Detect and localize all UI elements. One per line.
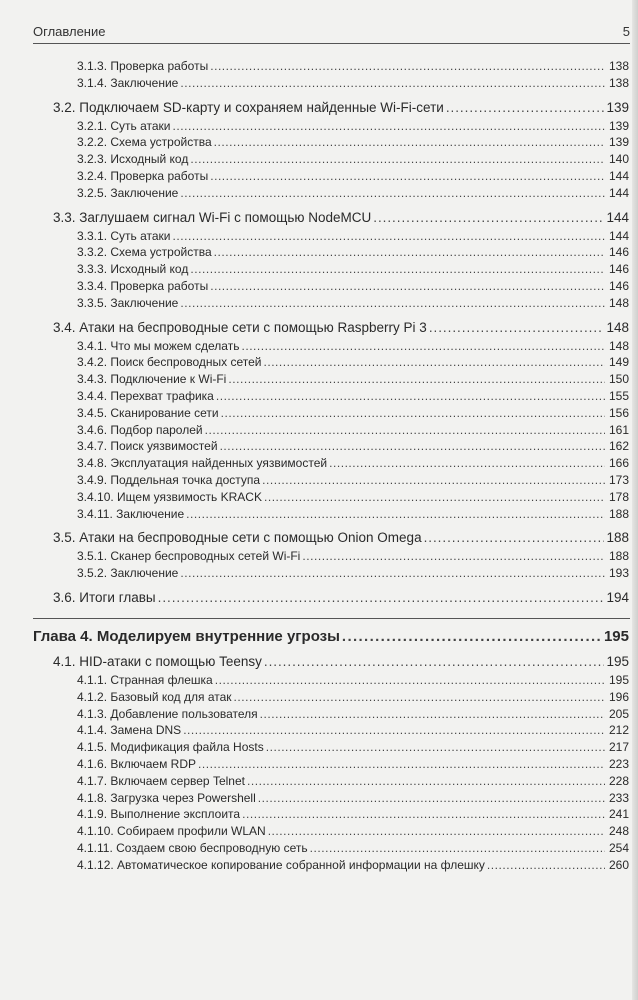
toc-entry-title: 3.5.1. Сканер беспроводных сетей Wi-Fi xyxy=(77,549,301,564)
toc-subsection xyxy=(77,565,629,582)
dot-leader xyxy=(158,588,605,608)
dot-leader xyxy=(180,75,605,92)
toc-subsection xyxy=(77,118,629,135)
toc-subsection xyxy=(77,790,629,807)
toc-entry-title: 3.1.3. Проверка работы xyxy=(77,59,209,73)
toc-subsection xyxy=(77,75,629,92)
toc-subsection xyxy=(77,773,629,790)
toc-entry-page: 254 xyxy=(608,840,629,855)
toc-entry-title: 3.4.4. Перехват трафика xyxy=(77,388,214,403)
toc-subsection xyxy=(77,405,629,422)
toc-entry-title: 3.4. Атаки на беспроводные сети с помощью Raspberry Pi 3 xyxy=(53,319,427,335)
toc-entry-page: 146 xyxy=(608,245,629,260)
dot-leader xyxy=(302,548,605,565)
toc-entry-title: 3.4.2. Поиск беспроводных сетей xyxy=(77,355,262,370)
toc-entry-title: 3.2.5. Заключение xyxy=(77,185,179,200)
dot-leader xyxy=(205,422,605,439)
toc-entry-title: 3.3.1. Суть атаки xyxy=(77,228,171,243)
toc-entry-page: 212 xyxy=(608,723,629,738)
dot-leader xyxy=(373,208,604,228)
toc-entry-page: 162 xyxy=(608,439,629,454)
toc-section xyxy=(53,652,629,672)
dot-leader xyxy=(247,773,605,790)
dot-leader xyxy=(183,722,605,739)
toc-entry-title: 4.1.1. Странная флешка xyxy=(77,672,213,687)
toc-subsection xyxy=(77,278,629,295)
toc-entry-page: 228 xyxy=(608,773,629,788)
dot-leader xyxy=(241,338,605,355)
toc-entry-title: 3.4.7. Поиск уязвимостей xyxy=(77,439,218,454)
toc-entry-title: 4.1.8. Загрузка через Powershell xyxy=(77,790,256,805)
toc-entry-page: 146 xyxy=(608,278,629,293)
toc-subsection xyxy=(77,455,629,472)
toc-entry-page: 138 xyxy=(608,59,629,73)
dot-leader xyxy=(180,185,605,202)
toc-entry-title: 3.4.5. Сканирование сети xyxy=(77,405,219,420)
toc-entry-title: 4.1.11. Создаем свою беспроводную сеть xyxy=(77,840,308,855)
dot-leader xyxy=(258,790,605,807)
toc-entry-page: 144 xyxy=(608,168,629,183)
toc-entry-page: 139 xyxy=(608,118,629,133)
toc-subsection xyxy=(77,371,629,388)
toc-subsection xyxy=(77,506,629,523)
toc-entry-title: 3.3.2. Схема устройства xyxy=(77,245,212,260)
page-edge-shadow xyxy=(632,0,638,1000)
dot-leader xyxy=(242,806,605,823)
toc-subsection xyxy=(77,689,629,706)
dot-leader xyxy=(264,489,605,506)
toc-entry-title: 3.2.1. Суть атаки xyxy=(77,118,171,133)
toc-entry-title: 3.2.3. Исходный код xyxy=(77,152,189,167)
header-divider xyxy=(33,43,630,44)
toc-subsection xyxy=(77,548,629,565)
toc-entry-page: 233 xyxy=(608,790,629,805)
toc-entry-page: 166 xyxy=(608,456,629,471)
toc-subsection xyxy=(77,806,629,823)
page-number: 5 xyxy=(622,24,630,39)
toc-entry-page: 188 xyxy=(608,506,629,521)
dot-leader xyxy=(214,134,605,151)
dot-leader xyxy=(190,151,605,168)
dot-leader xyxy=(210,278,605,295)
dot-leader xyxy=(216,388,605,405)
toc-entry-page: 148 xyxy=(606,319,629,335)
toc-entry-page: 241 xyxy=(608,807,629,822)
toc-subsection xyxy=(77,840,629,857)
dot-leader xyxy=(173,118,605,135)
toc-entry-title: 3.4.8. Эксплуатация найденных уязвимостей xyxy=(77,456,328,471)
toc-entry-title: 4.1.10. Собираем профили WLAN xyxy=(77,824,266,839)
toc-subsection xyxy=(77,338,629,355)
dot-leader xyxy=(487,857,605,874)
toc-entry-title: 3.3.3. Исходный код xyxy=(77,262,189,277)
dot-leader xyxy=(310,840,605,857)
dot-leader xyxy=(210,58,605,75)
toc-entry-page: 144 xyxy=(606,209,629,225)
dot-leader xyxy=(268,823,605,840)
dot-leader xyxy=(446,98,605,118)
toc-entry-title: 4.1.3. Добавление пользователя xyxy=(77,706,258,721)
dot-leader xyxy=(180,295,605,312)
toc-entry-title: 4.1.12. Автоматическое копирование собранной информации на флешку xyxy=(77,857,485,872)
dot-leader xyxy=(266,739,605,756)
toc-subsection xyxy=(77,295,629,312)
toc-subsection xyxy=(77,388,629,405)
toc-entry-title: 3.4.3. Подключение к Wi-Fi xyxy=(77,372,227,387)
toc-entry-title: 3.5. Атаки на беспроводные сети с помощью Onion Omega xyxy=(53,530,422,546)
dot-leader xyxy=(173,228,605,245)
toc-entry-page: 161 xyxy=(608,422,629,437)
toc-subsection xyxy=(77,706,629,723)
toc-entry-page: 195 xyxy=(606,653,629,669)
toc-entry-page: 196 xyxy=(608,689,629,704)
toc-subsection xyxy=(77,489,629,506)
toc-subsection xyxy=(77,151,629,168)
toc-entry-page: 195 xyxy=(608,672,629,687)
toc-entry-page: 188 xyxy=(608,549,629,564)
toc-subsection xyxy=(77,739,629,756)
running-head xyxy=(33,24,630,39)
toc-entry-page: 178 xyxy=(608,489,629,504)
toc-subsection xyxy=(77,58,629,75)
toc-subsection xyxy=(77,185,629,202)
toc-entry-page: 195 xyxy=(603,627,629,645)
chapter-divider xyxy=(33,618,630,619)
toc-entry-title: 3.2.4. Проверка работы xyxy=(77,168,209,183)
toc-entry-title: 4.1.4. Замена DNS xyxy=(77,723,182,738)
toc-subsection xyxy=(77,228,629,245)
toc-subsection xyxy=(77,823,629,840)
toc-subsection xyxy=(77,244,629,261)
dot-leader xyxy=(263,354,605,371)
dot-leader xyxy=(210,168,605,185)
toc-section xyxy=(53,588,629,608)
toc-entry-title: 4.1.7. Включаем сервер Telnet xyxy=(77,773,245,788)
running-head-title: Оглавление xyxy=(33,24,106,39)
dot-leader xyxy=(260,706,605,723)
toc-subsection xyxy=(77,472,629,489)
table-of-contents xyxy=(0,58,638,873)
toc-subsection xyxy=(77,168,629,185)
toc-entry-page: 144 xyxy=(608,228,629,243)
toc-entry-page: 248 xyxy=(608,824,629,839)
toc-entry-title: 4.1.6. Включаем RDP xyxy=(77,756,197,771)
toc-subsection xyxy=(77,722,629,739)
toc-entry-title: 4.1.5. Модификация файла Hosts xyxy=(77,740,264,755)
toc-entry-title: 3.3. Заглушаем сигнал Wi-Fi с помощью NodeMCU xyxy=(53,209,372,225)
toc-entry-page: 188 xyxy=(606,530,629,546)
toc-subsection xyxy=(77,422,629,439)
toc-entry-title: 3.4.6. Подбор паролей xyxy=(77,422,203,437)
dot-leader xyxy=(429,318,605,338)
toc-section xyxy=(53,528,629,548)
toc-chapter xyxy=(33,626,629,648)
toc-entry-page: 148 xyxy=(608,338,629,353)
dot-leader xyxy=(228,371,605,388)
toc-entry-title: 3.1.4. Заключение xyxy=(77,75,179,90)
toc-entry-page: 139 xyxy=(608,135,629,150)
dot-leader xyxy=(342,626,602,648)
toc-subsection xyxy=(77,857,629,874)
toc-subsection xyxy=(77,672,629,689)
toc-entry-title: 4.1. HID-атаки с помощью Teensy xyxy=(53,653,262,669)
toc-entry-page: 193 xyxy=(608,566,629,581)
dot-leader xyxy=(215,672,605,689)
toc-entry-page: 144 xyxy=(608,185,629,200)
toc-entry-page: 194 xyxy=(606,589,629,605)
toc-entry-page: 173 xyxy=(608,472,629,487)
dot-leader xyxy=(264,652,605,672)
toc-entry-page: 149 xyxy=(608,355,629,370)
toc-entry-title: 3.6. Итоги главы xyxy=(53,589,156,605)
toc-entry-page: 139 xyxy=(606,99,629,115)
toc-subsection xyxy=(77,134,629,151)
toc-entry-page: 138 xyxy=(608,75,629,90)
toc-entry-page: 155 xyxy=(608,388,629,403)
dot-leader xyxy=(220,438,605,455)
dot-leader xyxy=(262,472,605,489)
toc-subsection xyxy=(77,438,629,455)
toc-entry-title: 3.5.2. Заключение xyxy=(77,566,179,581)
dot-leader xyxy=(424,528,605,548)
toc-entry-page: 140 xyxy=(608,152,629,167)
toc-entry-title: 3.4.10. Ищем уязвимость KRACK xyxy=(77,489,262,504)
dot-leader xyxy=(198,756,605,773)
toc-section xyxy=(53,208,629,228)
toc-entry-title: 3.2.2. Схема устройства xyxy=(77,135,212,150)
toc-entry-page: 146 xyxy=(608,262,629,277)
toc-subsection xyxy=(77,756,629,773)
dot-leader xyxy=(180,565,605,582)
toc-entry-page: 260 xyxy=(608,857,629,872)
toc-section xyxy=(53,318,629,338)
toc-subsection xyxy=(77,261,629,278)
toc-entry-page: 223 xyxy=(608,756,629,771)
toc-entry-title: 4.1.2. Базовый код для атак xyxy=(77,689,232,704)
toc-section xyxy=(53,98,629,118)
dot-leader xyxy=(186,506,605,523)
toc-entry-title: 4.1.9. Выполнение эксплоита xyxy=(77,807,241,822)
dot-leader xyxy=(221,405,605,422)
dot-leader xyxy=(190,261,605,278)
toc-entry-page: 148 xyxy=(608,295,629,310)
toc-entry-page: 156 xyxy=(608,405,629,420)
toc-entry-title: 3.3.5. Заключение xyxy=(77,295,179,310)
toc-entry-title: 3.4.11. Заключение xyxy=(77,506,185,521)
toc-entry-title: 3.4.1. Что мы можем сделать xyxy=(77,338,240,353)
toc-entry-title: 3.2. Подключаем SD-карту и сохраняем найденные Wi-Fi-сети xyxy=(53,99,444,115)
toc-subsection xyxy=(77,354,629,371)
toc-entry-page: 150 xyxy=(608,372,629,387)
toc-entry-page: 217 xyxy=(608,740,629,755)
toc-entry-title: 3.4.9. Поддельная точка доступа xyxy=(77,472,261,487)
toc-entry-title: 3.3.4. Проверка работы xyxy=(77,278,209,293)
dot-leader xyxy=(234,689,605,706)
dot-leader xyxy=(329,455,605,472)
toc-entry-title: Глава 4. Моделируем внутренние угрозы xyxy=(33,627,340,645)
dot-leader xyxy=(214,244,605,261)
toc-entry-page: 205 xyxy=(608,706,629,721)
